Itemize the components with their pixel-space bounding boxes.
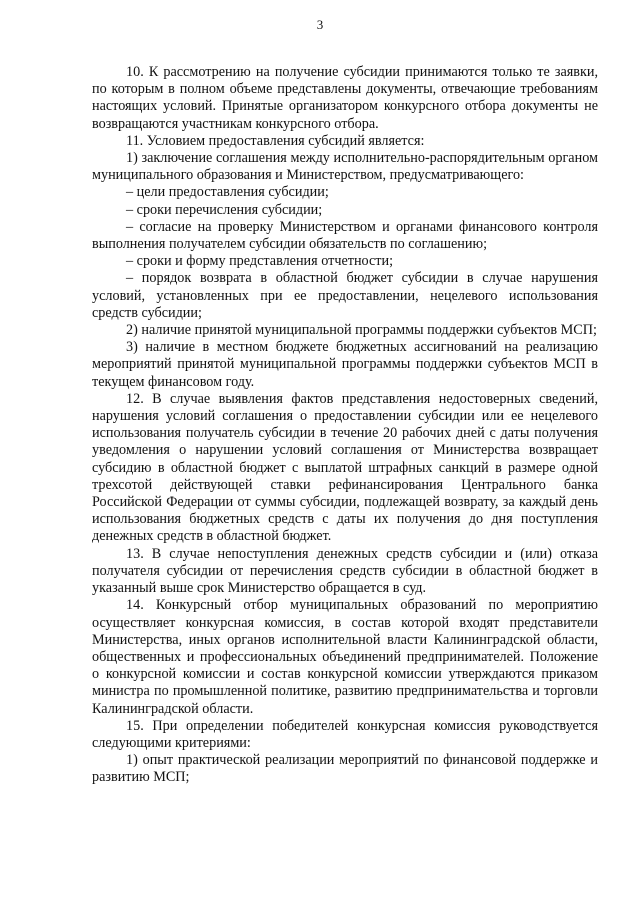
condition-1-item-control: – согласие на проверку Министерством и органами финансового контроля выполнения получателем субсидии обязательств по соглашению; bbox=[92, 218, 598, 253]
paragraph-10: 10. К рассмотрению на получение субсидии принимаются только те заявки, по которым в полном объеме представлены документы, отвечающие требованиям настоящих условий. Принятые организатором конкурсного отбора документы не возвращаются участникам конкурсного отбора. bbox=[92, 64, 598, 132]
paragraph-15: 15. При определении победителей конкурсная комиссия руководствуется следующими критериями: bbox=[92, 717, 598, 751]
paragraph-13: 13. В случае непоступления денежных средств субсидии и (или) отказа получателя субсидии от перечисления средств субсидии в областной бюджет в указанный выше срок Министерство обращается в суд. bbox=[92, 545, 598, 597]
page-number: 3 bbox=[316, 17, 324, 32]
condition-2: 2) наличие принятой муниципальной программы поддержки субъектов МСП; bbox=[126, 322, 597, 339]
criterion-1: 1) опыт практической реализации мероприятий по финансовой поддержке и развитию МСП; bbox=[92, 752, 598, 786]
condition-1-item-return: – порядок возврата в областной бюджет субсидии в случае нарушения условий, установленных при ее предоставлении, нецелевого использования средств субсидии; bbox=[92, 270, 598, 321]
condition-1: 1) заключение соглашения между исполнительно-распорядительным органом муниципального образования и Министерством, предусматривающего: bbox=[92, 150, 598, 184]
condition-1-item-goals: – цели предоставления субсидии; bbox=[126, 184, 329, 201]
paragraph-11: 11. Условием предоставления субсидий является: bbox=[126, 132, 425, 149]
document-body bbox=[92, 64, 598, 787]
condition-1-item-reporting: – сроки и форму представления отчетности; bbox=[126, 253, 394, 270]
condition-3: 3) наличие в местном бюджете бюджетных ассигнований на реализацию мероприятий принятой муниципальной программы поддержки субъектов МСП в текущем финансовом году. bbox=[92, 339, 598, 390]
paragraph-12: 12. В случае выявления фактов представления недостоверных сведений, нарушения условий соглашения о предоставлении субсидии или ее нецелевого использования получатель субсидии в течение 20 рабочих дней с даты получения уведомления о нарушении условий соглашения от Министерства возвращает субсидию в областной бюджет с выплатой штрафных санкций в размере одной трехсотой действующей ставки рефинансирования Центрального банка Российской Федерации от суммы субсидии, подлежащей возврату, за каждый день использования бюджетных средств с даты их получения до дня поступления денежных средств в областной бюджет. bbox=[92, 390, 598, 545]
condition-1-item-terms: – сроки перечисления субсидии; bbox=[126, 201, 323, 218]
paragraph-14: 14. Конкурсный отбор муниципальных образований по мероприятию осуществляет конкурсная комиссия, в состав которой входят представители Министерства, иных органов исполнительной власти Калининградской области, общественных и профессиональных объединений предпринимателей. Положение о конкурсной комиссии и состав конкурсной комиссии утверждаются приказом министра по промышленной политике, развитию предпринимательства и торговли Калининградской области. bbox=[92, 597, 598, 717]
